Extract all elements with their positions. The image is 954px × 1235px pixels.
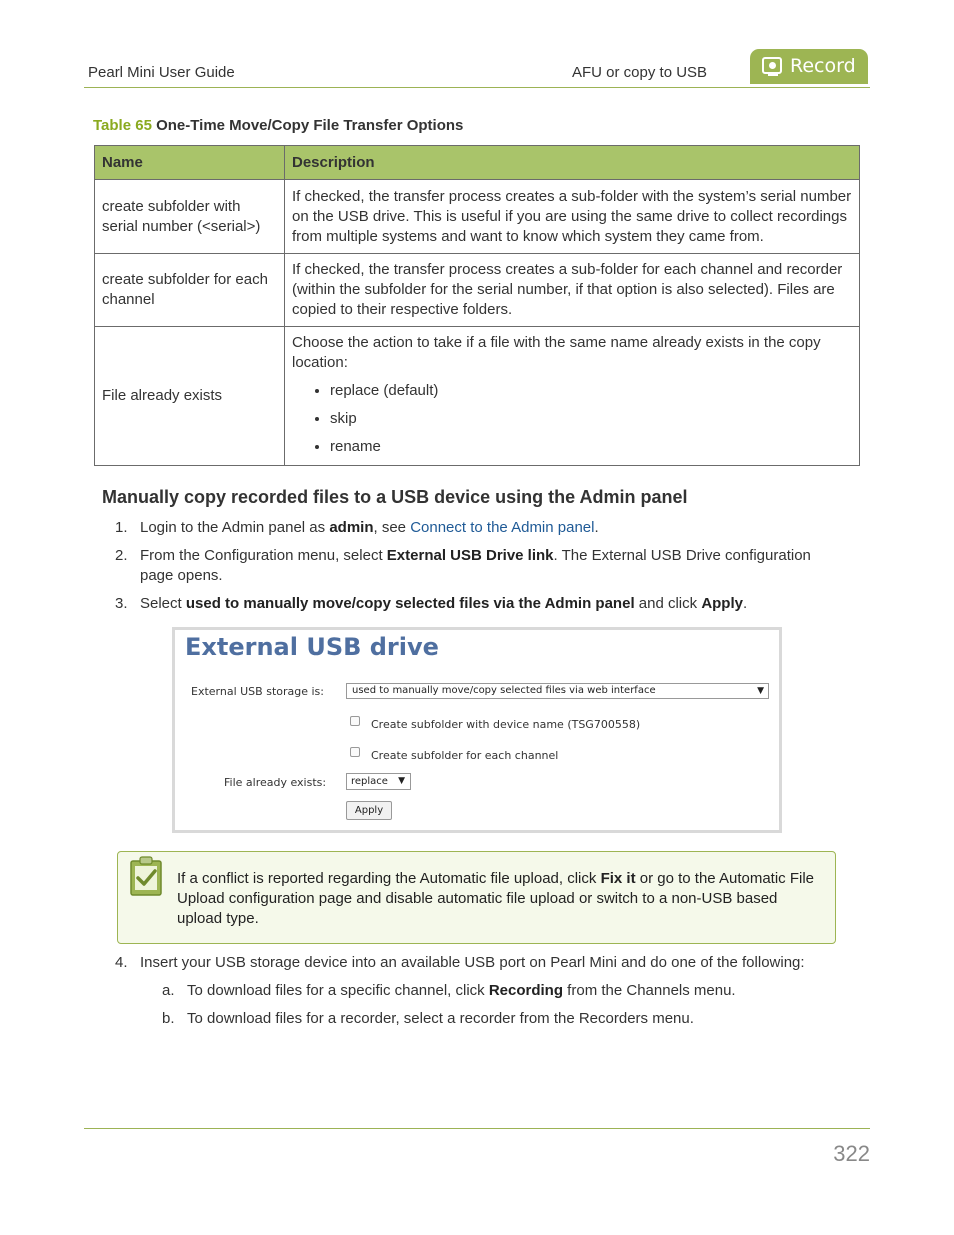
note-box (117, 851, 836, 944)
substep-a (162, 981, 842, 1001)
step-text: Select (140, 595, 186, 612)
subfolder-device-label: Create subfolder with device name (TSG700558) (371, 718, 641, 731)
subfolder-channel-checkbox[interactable] (350, 747, 360, 757)
list-item: • skip (330, 409, 852, 429)
step-text: , see (373, 519, 411, 536)
clipboard-check-icon (129, 855, 163, 897)
options-table (94, 145, 860, 466)
step-bold: External USB Drive link (386, 547, 554, 564)
substep-letter: b. (162, 1010, 175, 1027)
list-item: • replace (default) (330, 381, 852, 401)
col-header-name: Name (95, 146, 285, 180)
record-icon (762, 57, 782, 74)
list-item: • rename (330, 437, 852, 457)
section-title: AFU or copy to USB (572, 64, 708, 81)
note-text-1: If a conflict is reported regarding the Automatic file upload, click (177, 870, 601, 887)
table-row (95, 327, 860, 466)
fix-it-label: Fix it (600, 870, 636, 887)
table-row (95, 180, 860, 254)
guide-title: Pearl Mini User Guide (88, 64, 235, 81)
step-bold: used to manually move/copy selected files via the Admin panel (185, 595, 635, 612)
record-label: Record (790, 55, 856, 77)
screenshot-title: External USB drive (185, 633, 439, 661)
row-description: Choose the action to take if a file with the same name already exists in the copy location: (292, 334, 821, 371)
step-text: . The External USB Drive configuration page opens. (140, 547, 811, 584)
note-text-2: or go to the Automatic File Upload configuration page and disable automatic file upload or switch to a non-USB based upload type. (177, 870, 815, 927)
table-header-row (95, 146, 860, 180)
step-3 (115, 594, 835, 614)
note-text (177, 869, 817, 929)
substep-letter: a. (162, 982, 175, 999)
file-exists-label: File already exists: (224, 776, 327, 789)
subfolder-channel-label: Create subfolder for each channel (371, 749, 559, 762)
step-number: 4. (115, 954, 128, 971)
substep-text: from the Channels menu. (563, 982, 736, 999)
storage-select-value: used to manually move/copy selected files via web interface (352, 685, 656, 696)
row-description: If checked, the transfer process creates a sub-folder with the system’s serial number on the USB drive. This is useful if you are using the same drive to collect recordings from multiple systems and want to know which system they came from. (285, 180, 860, 254)
subfolder-device-checkbox[interactable] (350, 716, 360, 726)
step-number: 2. (115, 547, 128, 564)
table-caption-text: One-Time Move/Copy File Transfer Options (156, 117, 464, 134)
row-name: create subfolder for each channel (95, 254, 285, 327)
connect-admin-link[interactable]: Connect to the Admin panel (410, 519, 595, 536)
section-heading: Manually copy recorded files to a USB device using the Admin panel (102, 487, 688, 507)
step-bold: admin (329, 519, 374, 536)
step-number: 1. (115, 519, 128, 536)
step-bold: Apply (701, 595, 743, 612)
substep-b (162, 1009, 842, 1029)
step-1 (115, 518, 835, 538)
dropdown-arrow-icon: ▼ (757, 686, 764, 696)
step-text: . (742, 595, 748, 612)
external-usb-screenshot (172, 627, 782, 833)
table-caption-number: Table 65 (93, 117, 152, 134)
step-number: 3. (115, 595, 128, 612)
table-row (95, 254, 860, 327)
step-text: Login to the Admin panel as (140, 519, 330, 536)
storage-label: External USB storage is: (191, 685, 324, 698)
substep-text: To download files for a recorder, select a recorder from the Recorders menu. (187, 1010, 694, 1027)
header-divider (84, 87, 870, 88)
substep-bold: Recording (488, 982, 564, 999)
step-text: From the Configuration menu, select (140, 547, 387, 564)
option-list (292, 381, 852, 457)
record-icon-stand (768, 74, 778, 76)
substep-text: To download files for a specific channel, click (187, 982, 489, 999)
table-caption (93, 117, 463, 134)
step-text: Insert your USB storage device into an available USB port on Pearl Mini and do one of the following: (140, 954, 805, 971)
file-exists-select[interactable] (346, 773, 411, 790)
row-description-cell (285, 327, 860, 466)
page-number: 322 (833, 1141, 870, 1166)
dropdown-arrow-icon: ▼ (398, 776, 405, 786)
file-exists-value: replace (351, 776, 388, 787)
row-name: File already exists (95, 327, 285, 466)
step-text: and click (634, 595, 702, 612)
step-4 (115, 953, 845, 973)
step-2 (115, 546, 835, 586)
record-tab (750, 49, 868, 84)
col-header-description: Description (285, 146, 860, 180)
footer-divider (84, 1128, 870, 1129)
row-description: If checked, the transfer process creates a sub-folder for each channel and recorder (within the subfolder for the serial number, if that option is also selected). Files are copied to their respective folders. (285, 254, 860, 327)
apply-button[interactable]: Apply (346, 801, 392, 820)
row-name: create subfolder with serial number (<serial>) (95, 180, 285, 254)
storage-select[interactable] (346, 683, 769, 699)
step-text: . (594, 519, 599, 536)
